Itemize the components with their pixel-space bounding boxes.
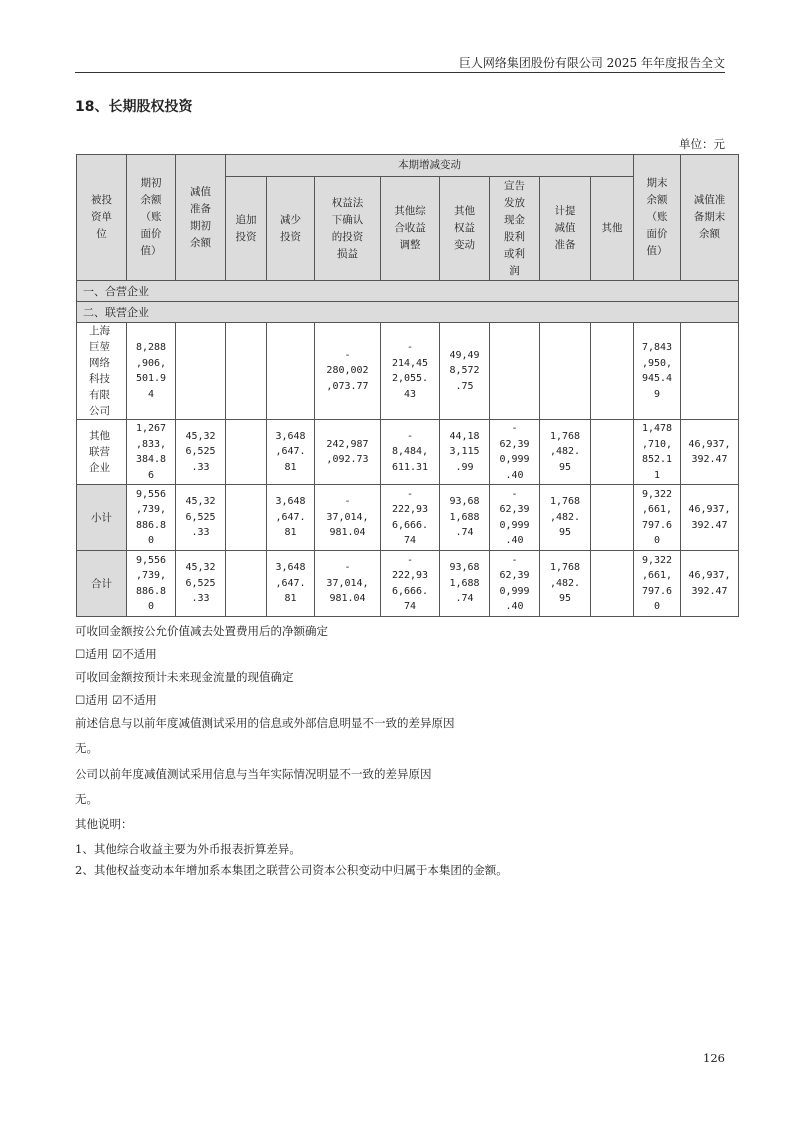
- cell-other-equity: 44,18 3,115 .99: [440, 420, 490, 485]
- header-closing-book: 期末 余额 （账 面价 值）: [634, 155, 681, 281]
- section-title: 18、长期股权投资: [75, 99, 193, 115]
- cell-opening-impairment: 45,32 6,525 .33: [176, 551, 226, 617]
- header-equity-income: 权益法 下确认 的投资 损益: [315, 177, 381, 281]
- header-divider: [75, 72, 725, 73]
- header-other-equity: 其他 权益 变动: [440, 177, 490, 281]
- page-number: 126: [703, 1051, 725, 1065]
- cell-add-invest: [226, 420, 267, 485]
- cell-closing-impairment: [681, 323, 739, 420]
- header-opening-impairment: 减值 准备 期初 余额: [176, 155, 226, 281]
- cell-closing-book: 1,478 ,710, 852.1 1: [634, 420, 681, 485]
- report-header: 巨人网络集团股份有限公司 2025 年年度报告全文: [458, 56, 725, 70]
- unit-label: 单位：元: [679, 137, 725, 151]
- cell-opening-impairment: [176, 323, 226, 420]
- subtotal-row: [77, 485, 739, 551]
- cell-dividends: - 62,39 0,999 .40: [490, 485, 540, 551]
- header-opening-book: 期初 余额 （账 面价 值）: [127, 155, 176, 281]
- cell-opening-impairment: 45,32 6,525 .33: [176, 420, 226, 485]
- note-item: 1、其他综合收益主要为外币报表折算差异。: [75, 842, 301, 856]
- cell-impairment-provision: 1,768 ,482. 95: [540, 551, 591, 617]
- applicable-checkbox-line: ☐适用 ☑不适用: [75, 693, 157, 707]
- cell-add-invest: [226, 485, 267, 551]
- cell-equity-income: - 37,014, 981.04: [315, 551, 381, 617]
- cell-other-equity: 93,68 1,688 .74: [440, 551, 490, 617]
- cell-opening-book: 9,556 ,739, 886.8 0: [127, 485, 176, 551]
- cell-add-invest: [226, 323, 267, 420]
- cell-reduce-invest: 3,648 ,647. 81: [267, 551, 315, 617]
- cell-subtotal-label: 小计: [77, 485, 127, 551]
- cell-other: [591, 420, 634, 485]
- cell-opening-book: 8,288 ,906, 501.9 4: [127, 323, 176, 420]
- cell-total-label: 合计: [77, 551, 127, 617]
- header-add-invest: 追加 投资: [226, 177, 267, 281]
- cell-reduce-invest: 3,648 ,647. 81: [267, 485, 315, 551]
- none-text: 无。: [75, 792, 98, 806]
- table-row: [77, 420, 739, 485]
- cell-closing-impairment: 46,937, 392.47: [681, 551, 739, 617]
- section-row-associates: [77, 302, 739, 323]
- cell-equity-income: - 37,014, 981.04: [315, 485, 381, 551]
- cell-closing-book: 7,843 ,950, 945.4 9: [634, 323, 681, 420]
- cell-impairment-provision: 1,768 ,482. 95: [540, 420, 591, 485]
- section-label: 二、联营企业: [77, 302, 739, 323]
- cell-opening-impairment: 45,32 6,525 .33: [176, 485, 226, 551]
- none-text: 无。: [75, 741, 98, 755]
- cell-impairment-provision: 1,768 ,482. 95: [540, 485, 591, 551]
- header-closing-impairment: 减值准 备期末 余额: [681, 155, 739, 281]
- header-impairment-provision: 计提 减值 准备: [540, 177, 591, 281]
- section-row-joint-ventures: [77, 281, 739, 302]
- cell-oci-adjustment: - 222,93 6,666. 74: [381, 551, 440, 617]
- cell-closing-book: 9,322 ,661, 797.6 0: [634, 485, 681, 551]
- header-oci-adjustment: 其他综 合收益 调整: [381, 177, 440, 281]
- cell-dividends: - 62,39 0,999 .40: [490, 551, 540, 617]
- recoverable-present-value-text: 可收回金额按预计未来现金流量的现值确定: [75, 670, 294, 684]
- table-row: [77, 323, 739, 420]
- section-label: 一、合营企业: [77, 281, 739, 302]
- cell-closing-impairment: 46,937, 392.47: [681, 485, 739, 551]
- cell-equity-income: - 280,002 ,073.77: [315, 323, 381, 420]
- header-reduce-invest: 减少 投资: [267, 177, 315, 281]
- long-term-equity-investment-table: [76, 154, 739, 617]
- cell-reduce-invest: [267, 323, 315, 420]
- cell-other-equity: 93,68 1,688 .74: [440, 485, 490, 551]
- cell-oci-adjustment: - 8,484, 611.31: [381, 420, 440, 485]
- cell-closing-impairment: 46,937, 392.47: [681, 420, 739, 485]
- cell-other-equity: 49,49 8,572 .75: [440, 323, 490, 420]
- actual-diff-text: 公司以前年度减值测试采用信息与当年实际情况明显不一致的差异原因: [75, 767, 432, 781]
- cell-equity-income: 242,987 ,092.73: [315, 420, 381, 485]
- cell-add-invest: [226, 551, 267, 617]
- cell-other: [591, 485, 634, 551]
- cell-other: [591, 323, 634, 420]
- applicable-checkbox-line: ☐适用 ☑不适用: [75, 647, 157, 661]
- note-item: 2、其他权益变动本年增加系本集团之联营公司资本公积变动中归属于本集团的金额。: [75, 863, 508, 877]
- cell-opening-book: 1,267 ,833, 384.8 6: [127, 420, 176, 485]
- prior-info-diff-text: 前述信息与以前年度减值测试采用的信息或外部信息明显不一致的差异原因: [75, 716, 455, 730]
- cell-opening-book: 9,556 ,739, 886.8 0: [127, 551, 176, 617]
- recoverable-fair-value-text: 可收回金额按公允价值减去处置费用后的净额确定: [75, 624, 328, 638]
- cell-oci-adjustment: - 222,93 6,666. 74: [381, 485, 440, 551]
- header-changes-group: 本期增减变动: [226, 155, 634, 177]
- cell-other: [591, 551, 634, 617]
- cell-dividends: [490, 323, 540, 420]
- header-investee: 被投 资单 位: [77, 155, 127, 281]
- cell-oci-adjustment: - 214,45 2,055. 43: [381, 323, 440, 420]
- other-notes-label: 其他说明：: [75, 817, 133, 831]
- cell-investee: 其他 联营 企业: [77, 420, 127, 485]
- cell-closing-book: 9,322 ,661, 797.6 0: [634, 551, 681, 617]
- cell-investee: 上海 巨堃 网络 科技 有限 公司: [77, 323, 127, 420]
- cell-dividends: - 62,39 0,999 .40: [490, 420, 540, 485]
- cell-impairment-provision: [540, 323, 591, 420]
- cell-reduce-invest: 3,648 ,647. 81: [267, 420, 315, 485]
- total-row: [77, 551, 739, 617]
- header-dividends: 宣告 发放 现金 股利 或利 润: [490, 177, 540, 281]
- header-other: 其他: [591, 177, 634, 281]
